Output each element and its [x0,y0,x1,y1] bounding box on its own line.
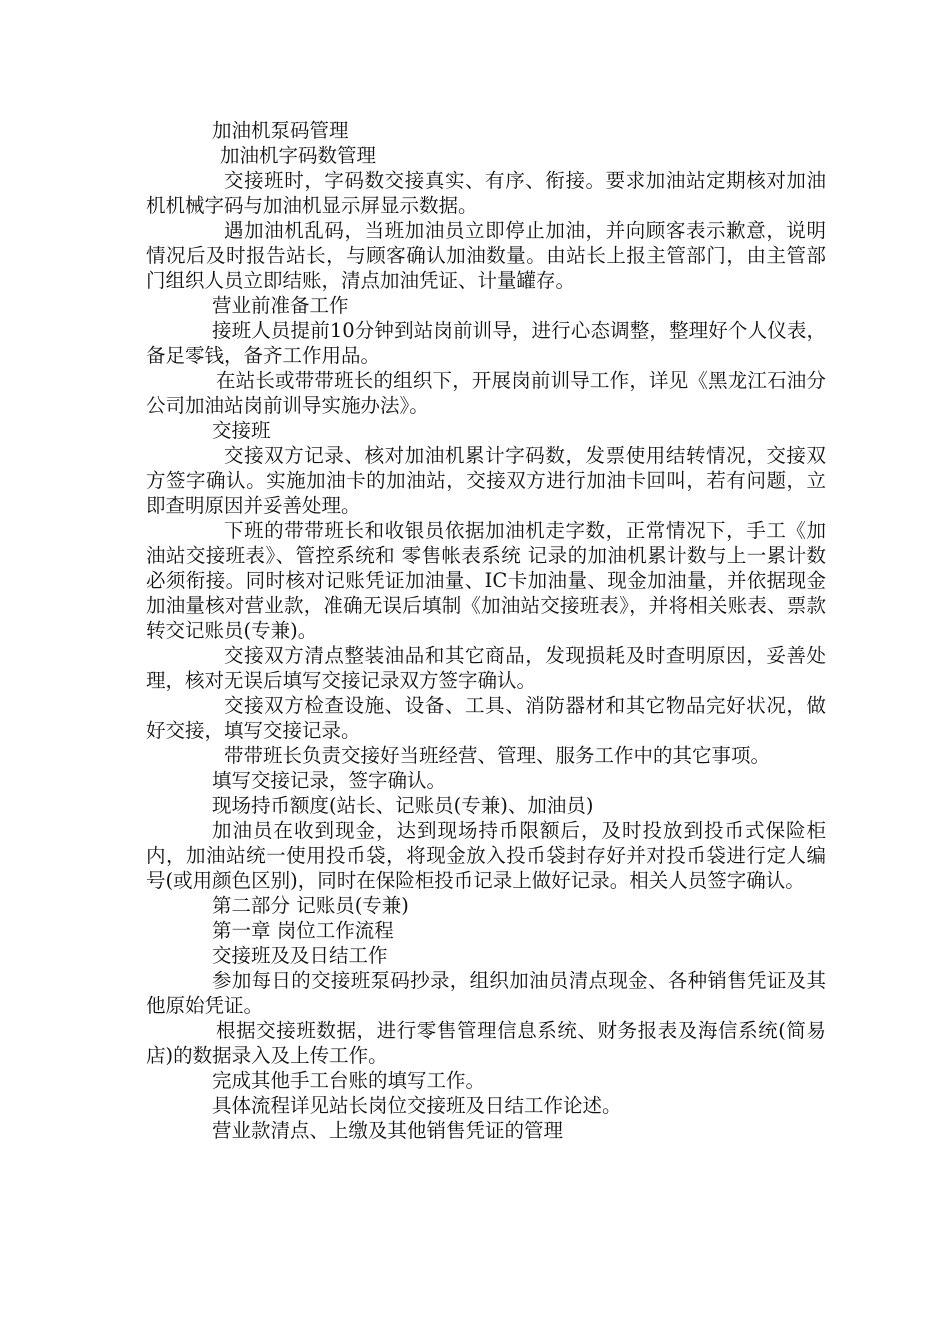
section-heading: 营业前准备工作 [212,294,349,317]
paragraph: 交接班时，字码数交接真实、有序、衔接。要求加油站定期核对加油机机械字码与加油机显示屏显示数据。 [146,169,826,217]
paragraph: 交接双方记录、核对加油机累计字码数，发票使用结转情况，交接双方签字确认。实施加油卡的加油站，交接双方进行加油卡回叫，若有问题，立即查明原因并妥善处理。 [146,444,826,517]
section-heading: 现场持币额度(站长、记账员(专兼)、加油员) [212,794,594,817]
paragraph: 接班人员提前10分钟到站岗前训导，进行心态调整，整理好个人仪表，备足零钱，备齐工作用品。 [146,319,826,367]
paragraph: 填写交接记录，签字确认。 [212,769,447,792]
section-heading: 营业款清点、上缴及其他销售凭证的管理 [212,1119,564,1142]
subsection-heading: 加油机字码数管理 [220,144,377,167]
section-heading: 交接班 [212,419,271,442]
chapter-heading: 第一章 岗位工作流程 [212,919,394,942]
paragraph: 遇加油机乱码，当班加油员立即停止加油，并向顾客表示歉意，说明情况后及时报告站长，与顾客确认加油数量。由站长上报主管部门，由主管部门组织人员立即结账，清点加油凭证、计量罐存。 [146,219,826,292]
paragraph: 根据交接班数据，进行零售管理信息系统、财务报表及海信系统(简易店)的数据录入及上传工作。 [146,1019,826,1067]
paragraph: 交接双方检查设施、设备、工具、消防器材和其它物品完好状况，做好交接，填写交接记录。 [146,694,826,742]
paragraph: 在站长或带带班长的组织下，开展岗前训导工作，详见《黑龙江石油分公司加油站岗前训导实施办法》。 [146,369,826,417]
paragraph: 具体流程详见站长岗位交接班及日结工作论述。 [212,1094,622,1117]
section-heading: 加油机泵码管理 [212,119,349,142]
paragraph: 参加每日的交接班泵码抄录，组织加油员清点现金、各种销售凭证及其他原始凭证。 [146,969,826,1017]
paragraph: 带带班长负责交接好当班经营、管理、服务工作中的其它事项。 [224,744,771,767]
paragraph: 完成其他手工台账的填写工作。 [212,1069,486,1092]
document-page [146,118,826,1143]
paragraph: 交接双方清点整装油品和其它商品，发现损耗及时查明原因，妥善处理，核对无误后填写交接记录双方签字确认。 [146,644,826,692]
part-heading: 第二部分 记账员(专兼) [212,894,409,917]
section-heading: 交接班及及日结工作 [212,944,388,967]
paragraph: 下班的带带班长和收银员依据加油机走字数，正常情况下，手工《加油站交接班表》、管控系统和 零售帐表系统 记录的加油机累计数与上一累计数必须衔接。同时核对记账凭证加油量、IC卡加油量、现金加油量，并依据现金加油量核对营业款，准确无误后填制《加油站交接班表》，并将相关账表、票款转交记账员(专兼)。 [146,519,826,642]
paragraph: 加油员在收到现金，达到现场持币限额后，及时投放到投币式保险柜内，加油站统一使用投币袋，将现金放入投币袋封存好并对投币袋进行定人编号(或用颜色区别)，同时在保险柜投币记录上做好记录。相关人员签字确认。 [146,819,826,892]
